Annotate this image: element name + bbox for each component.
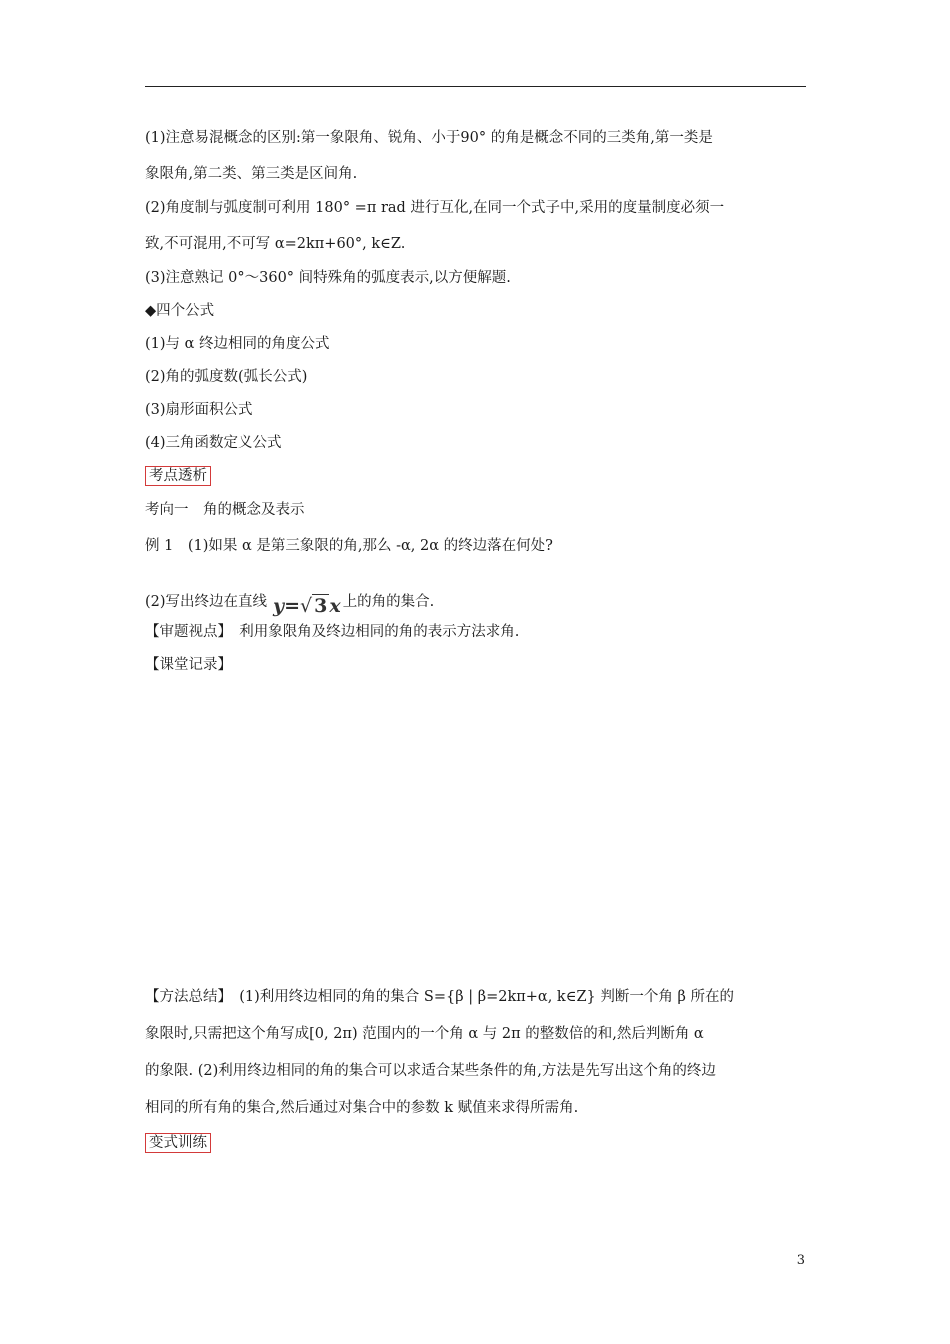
text-line: (3)注意熟记 0°～360° 间特殊角的弧度表示,以方便解题. [145, 270, 511, 286]
text-line: 的象限. (2)利用终边相同的角的集合可以求适合某些条件的角,方法是先写出这个角的终边 [145, 1063, 716, 1079]
formula-radicand: 3 [314, 595, 328, 617]
formula-root: √ [300, 595, 313, 617]
text-line: (3)扇形面积公式 [145, 402, 253, 418]
section-label-box [145, 466, 211, 486]
section-label: 考点透析 [145, 466, 211, 486]
text-line: (2)角的弧度数(弧长公式) [145, 369, 308, 385]
text-line: (1)与 α 终边相同的角度公式 [145, 336, 330, 352]
text-line: 相同的所有角的集合,然后通过对集合中的参数 k 赋值来求得所需角. [145, 1100, 579, 1116]
formula-eq: = [284, 595, 301, 617]
text-line: 致,不可混用,不可写 α=2kπ+60°, k∈Z. [145, 236, 406, 252]
text-segment: 上的角的集合. [342, 594, 435, 610]
text-line: 象限时,只需把这个角写成[0, 2π) 范围内的一个角 α 与 2π 的整数倍的和,然后判断角 α [145, 1026, 704, 1042]
page-number: 3 [796, 1253, 805, 1268]
example-line [145, 592, 434, 616]
section-heading: ◆四个公式 [145, 303, 215, 319]
text-line: 【方法总结】 (1)利用终边相同的角的集合 S={β | β=2kπ+α, k∈Z} 判断一个角 β 所在的 [145, 989, 734, 1005]
example-line: 例 1 (1)如果 α 是第三象限的角,那么 -α, 2α 的终边落在何处? [145, 538, 553, 554]
text-line: (1)注意易混概念的区别:第一象限角、锐角、小于90° 的角是概念不同的三类角,第一类是 [145, 130, 713, 146]
header-rule [145, 86, 806, 87]
text-line: (4)三角函数定义公式 [145, 435, 282, 451]
text-line: (2)角度制与弧度制可利用 180° =π rad 进行互化,在同一个式子中,采用的度量制度必须一 [145, 200, 725, 216]
text-line: 象限角,第二类、第三类是区间角. [145, 166, 358, 182]
text-line: 【审题视点】 利用象限角及终边相同的角的表示方法求角. [145, 624, 520, 640]
formula-lhs: y [273, 595, 285, 617]
section-label-box [145, 1133, 211, 1153]
section-label: 变式训练 [145, 1133, 211, 1153]
subsection-heading: 考向一 角的概念及表示 [145, 502, 305, 518]
text-segment: (2)写出终边在直线 [145, 594, 268, 610]
formula-image [273, 596, 341, 616]
formula-var: x [329, 595, 341, 617]
text-line: 【课堂记录】 [145, 657, 232, 673]
